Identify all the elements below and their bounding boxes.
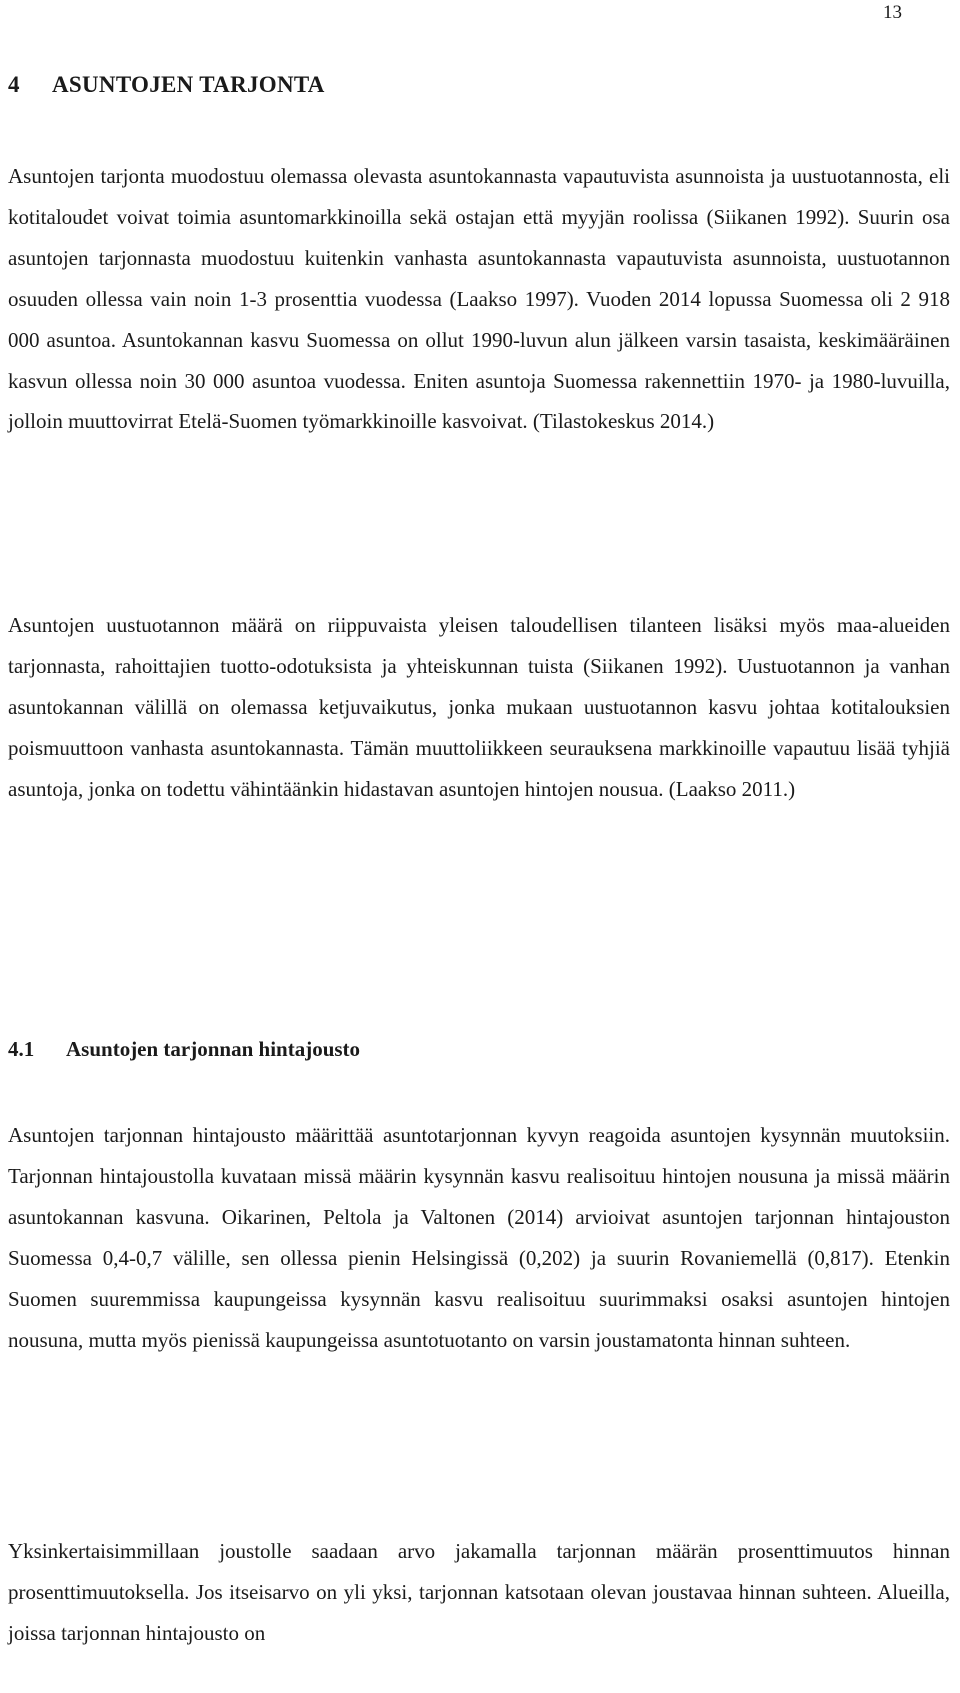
paragraph-housing-supply: Asuntojen tarjonta muodostuu olemassa olevasta asuntokannasta vapautuvista asunnoista ja uustuotannosta, eli kotitaloudet voivat toimia asuntomarkkinoilla sekä ostajan että myyjän roolissa (Siikanen 1992). Suurin osa asuntojen tarjonnasta muodostuu kuitenkin vanhasta asuntokannasta vapautuvista asunnoista, uustuotannon osuuden ollessa vain noin 1-3 prosenttia vuodessa (Laakso 1997). Vuoden 2014 lopussa Suomessa oli 2 918 000 asuntoa. Asuntokannan kasvu Suomessa on ollut 1990-luvun alun jälkeen varsin tasaista, keskimääräinen kasvun ollessa noin 30 000 asuntoa vuodessa. Eniten asuntoja Suomessa rakennettiin 1970- ja 1980-luvuilla, jolloin muuttovirrat Etelä-Suomen työmarkkinoille kasvoivat. (Tilastokeskus 2014.) (8, 164, 950, 434)
chapter-heading (8, 72, 325, 98)
section-heading (8, 1037, 360, 1062)
paragraph-new-production: Asuntojen uustuotannon määrä on riippuvaista yleisen taloudellisen tilanteen lisäksi myös maa-alueiden tarjonnasta, rahoittajien tuotto-odotuksista ja yhteiskunnan tuista (Siikanen 1992). Uustuotannon ja vanhan asuntokannan välillä on olemassa ketjuvaikutus, jonka mukaan uustuotannon kasvu johtaa kotitalouksien poismuuttoon vanhasta asuntokannasta. Tämän muuttoliikkeen seurauksena markkinoille vapautuu lisää tyhjiä asuntoja, jonka on todettu vähintäänkin hidastavan asuntojen hintojen nousua. (Laakso 2011.) (8, 613, 950, 801)
section-title: Asuntojen tarjonnan hintajousto (66, 1037, 361, 1061)
chapter-number: 4 (8, 72, 20, 97)
paragraph-price-elasticity: Asuntojen tarjonnan hintajousto määrittää asuntotarjonnan kyvyn reagoida asuntojen kysynnän muutoksiin. Tarjonnan hintajoustolla kuvataan missä määrin kysynnän kasvu realisoituu hintojen nousuna ja missä määrin asuntokannan kasvuna. Oikarinen, Peltola ja Valtonen (2014) arvioivat asuntojen tarjonnan hintajouston Suomessa 0,4-0,7 välille, sen ollessa pienin Helsingissä (0,202) ja suurin Rovaniemellä (0,817). Etenkin Suomen suuremmissa kaupungeissa kysynnän kasvu realisoituu suurimmaksi osaksi asuntojen hintojen nousuna, mutta myös pienissä kaupungeissa asuntotuotanto on varsin joustamatonta hinnan suhteen. (8, 1123, 950, 1352)
chapter-title: ASUNTOJEN TARJONTA (52, 72, 325, 97)
paragraph-elasticity-definition: Yksinkertaisimmillaan joustolle saadaan arvo jakamalla tarjonnan määrän prosenttimuutos hinnan prosenttimuutoksella. Jos itseisarvo on yli yksi, tarjonnan katsotaan olevan joustavaa hinnan suhteen. Alueilla, joissa tarjonnan hintajousto on (8, 1539, 950, 1645)
section-number: 4.1 (8, 1037, 35, 1061)
page-number: 13 (883, 2, 902, 23)
